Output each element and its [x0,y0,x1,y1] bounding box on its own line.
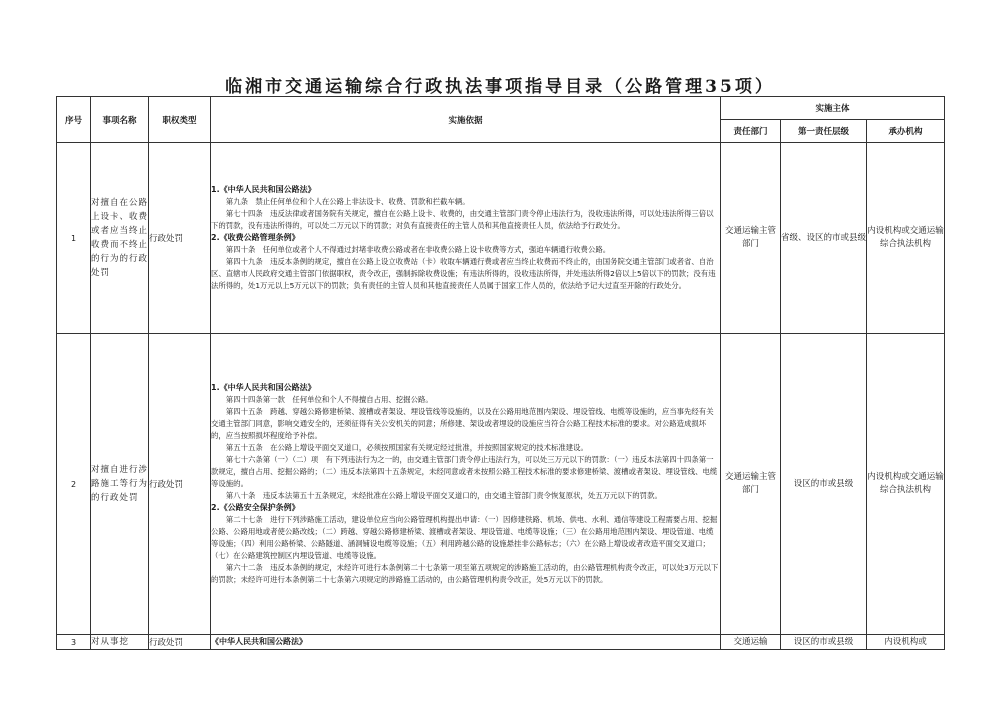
row-seq: 1 [57,143,91,334]
row-item-name: 对从事挖 [91,635,149,650]
law-article: 第四十九条 违反本条例的规定，擅自在公路上设立收费站（卡）收取车辆通行费或者应当终止收费而不终止的，由国务院交通主管部门或者省、自治区、直辖市人民政府交通主管部门依据职权，责令改正，强制拆除收费设施；有违法所得的，没收违法所得，并处违法所得2倍以上5倍以下的罚款；没有违法所得的，处1万元以上5万元以下的罚款；负有责任的主管人员和其他直接责任人员属于国家工作人员的，依法给予记大过直至开除的行政处分。 [211,257,716,290]
law-article: 第七十六条第（一）（二）项 有下列违法行为之一的，由交通主管部门责令停止违法行为，可以处三万元以下的罚款：（一）违反本法第四十四条第一款规定，擅自占用、挖掘公路的；（二）违反本法第四十五条规定，未经同意或者未按照公路工程技术标准的要求修建桥梁、渡槽或者架设、埋设管线、电缆等设施的。 [211,455,718,488]
row-level: 设区的市或县级 [781,635,867,650]
row-seq: 3 [57,635,91,650]
page-title: 临湘市交通运输综合行政执法事项指导目录（公路管理35项） [225,77,775,97]
row-level: 设区的市或县级 [781,334,867,635]
row-org: 内设机构或交通运输综合执法机构 [867,334,945,635]
row-level: 省级、设区的市或县级 [781,143,867,334]
table-row [57,334,945,635]
law-article: 第四十四条第一款 任何单位和个人不得擅自占用、挖掘公路。 [225,395,433,404]
law-title: 2.《公路安全保护条例》 [211,503,300,512]
law-article: 第四十条 任何单位或者个人不得通过封堵非收费公路或者在非收费公路上设卡收费等方式，强迫车辆通行收费公路。 [225,245,611,254]
header-item-name: 事项名称 [91,97,149,143]
header-org: 承办机构 [867,120,945,143]
row-dept: 交通运输主管部门 [721,334,781,635]
law-article: 第四十五条 跨越、穿越公路修建桥梁、渡槽或者架设、埋设管线等设施的，以及在公路用地范围内架设、埋设管线、电缆等设施的，应当事先经有关交通主管部门同意，影响交通安全的，还须征得有关公安机关的同意；所修建、架设或者埋设的设施应当符合公路工程技术标准的要求。对公路造成损坏的，应当按照损坏程度给予补偿。 [211,407,714,440]
table-body [57,143,945,650]
header-power-type: 职权类型 [149,97,211,143]
law-title: 《中华人民共和国公路法》 [211,637,307,646]
row-dept: 交通运输 [721,635,781,650]
law-title: 1.《中华人民共和国公路法》 [211,185,316,194]
header-seq: 序号 [57,97,91,143]
row-basis [211,334,721,635]
row-power-type: 行政处罚 [149,143,211,334]
row-basis [211,143,721,334]
law-title: 2.《收费公路管理条例》 [211,233,300,242]
row-org: 内设机构或 [867,635,945,650]
row-basis [211,635,721,650]
header-dept: 责任部门 [721,120,781,143]
row-item-name: 对擅自进行涉路施工等行为的行政处罚 [91,334,149,635]
header-subject: 实施主体 [721,97,945,120]
law-article: 第七十四条 违反法律或者国务院有关规定，擅自在公路上设卡、收费的，由交通主管部门责令停止违法行为，没收违法所得，可以处违法所得三倍以下的罚款，没有违法所得的，可以处二万元以下的罚款；对负有直接责任的主管人员和其他直接责任人员，依法给予行政处分。 [211,209,714,230]
law-article: 第二十七条 进行下列涉路施工活动，建设单位应当向公路管理机构提出申请：（一）因修建铁路、机场、供电、水利、通信等建设工程需要占用、挖掘公路、公路用地或者使公路改线；（二）跨越、穿越公路修建桥梁、渡槽或者架设、埋设管道、电缆等设施；（三）在公路用地范围内架设、埋设管道、电缆等设施；（四）利用公路桥梁、公路隧道、涵洞铺设电缆等设施；（五）利用跨越公路的设施悬挂非公路标志；（六）在公路上增设或者改造平面交叉道口；（七）在公路建筑控制区内埋设管道、电缆等设施。 [211,515,718,560]
row-org: 内设机构或交通运输综合执法机构 [867,143,945,334]
law-article: 第五十五条 在公路上增设平面交叉道口，必须按照国家有关规定经过批准，并按照国家规定的技术标准建设。 [225,443,588,452]
table-row [57,143,945,334]
table-row [57,635,945,650]
law-article: 第九条 禁止任何单位和个人在公路上非法设卡、收费、罚款和拦截车辆。 [225,197,470,206]
row-power-type: 行政处罚 [149,334,211,635]
law-title: 1.《中华人民共和国公路法》 [211,383,316,392]
header-basis: 实施依据 [211,97,721,143]
row-dept: 交通运输主管部门 [721,143,781,334]
law-article: 第六十二条 违反本条例的规定，未经许可进行本条例第二十七条第一项至第五项规定的涉路施工活动的，由公路管理机构责令改正，可以处3万元以下的罚款；未经许可进行本条例第二十七条第六项规定的涉路施工活动的，由公路管理机构责令改正，处5万元以下的罚款。 [211,563,719,584]
header-level: 第一责任层级 [781,120,867,143]
row-power-type: 行政处罚 [149,635,211,650]
law-article: 第八十条 违反本法第五十五条规定，未经批准在公路上增设平面交叉道口的，由交通主管部门责令恢复原状，处五万元以下的罚款。 [225,491,662,500]
row-item-name: 对擅自在公路上设卡、收费或者应当终止收费而不终止的行为的行政处罚 [91,143,149,334]
row-seq: 2 [57,334,91,635]
enforcement-catalog-table [56,96,945,650]
